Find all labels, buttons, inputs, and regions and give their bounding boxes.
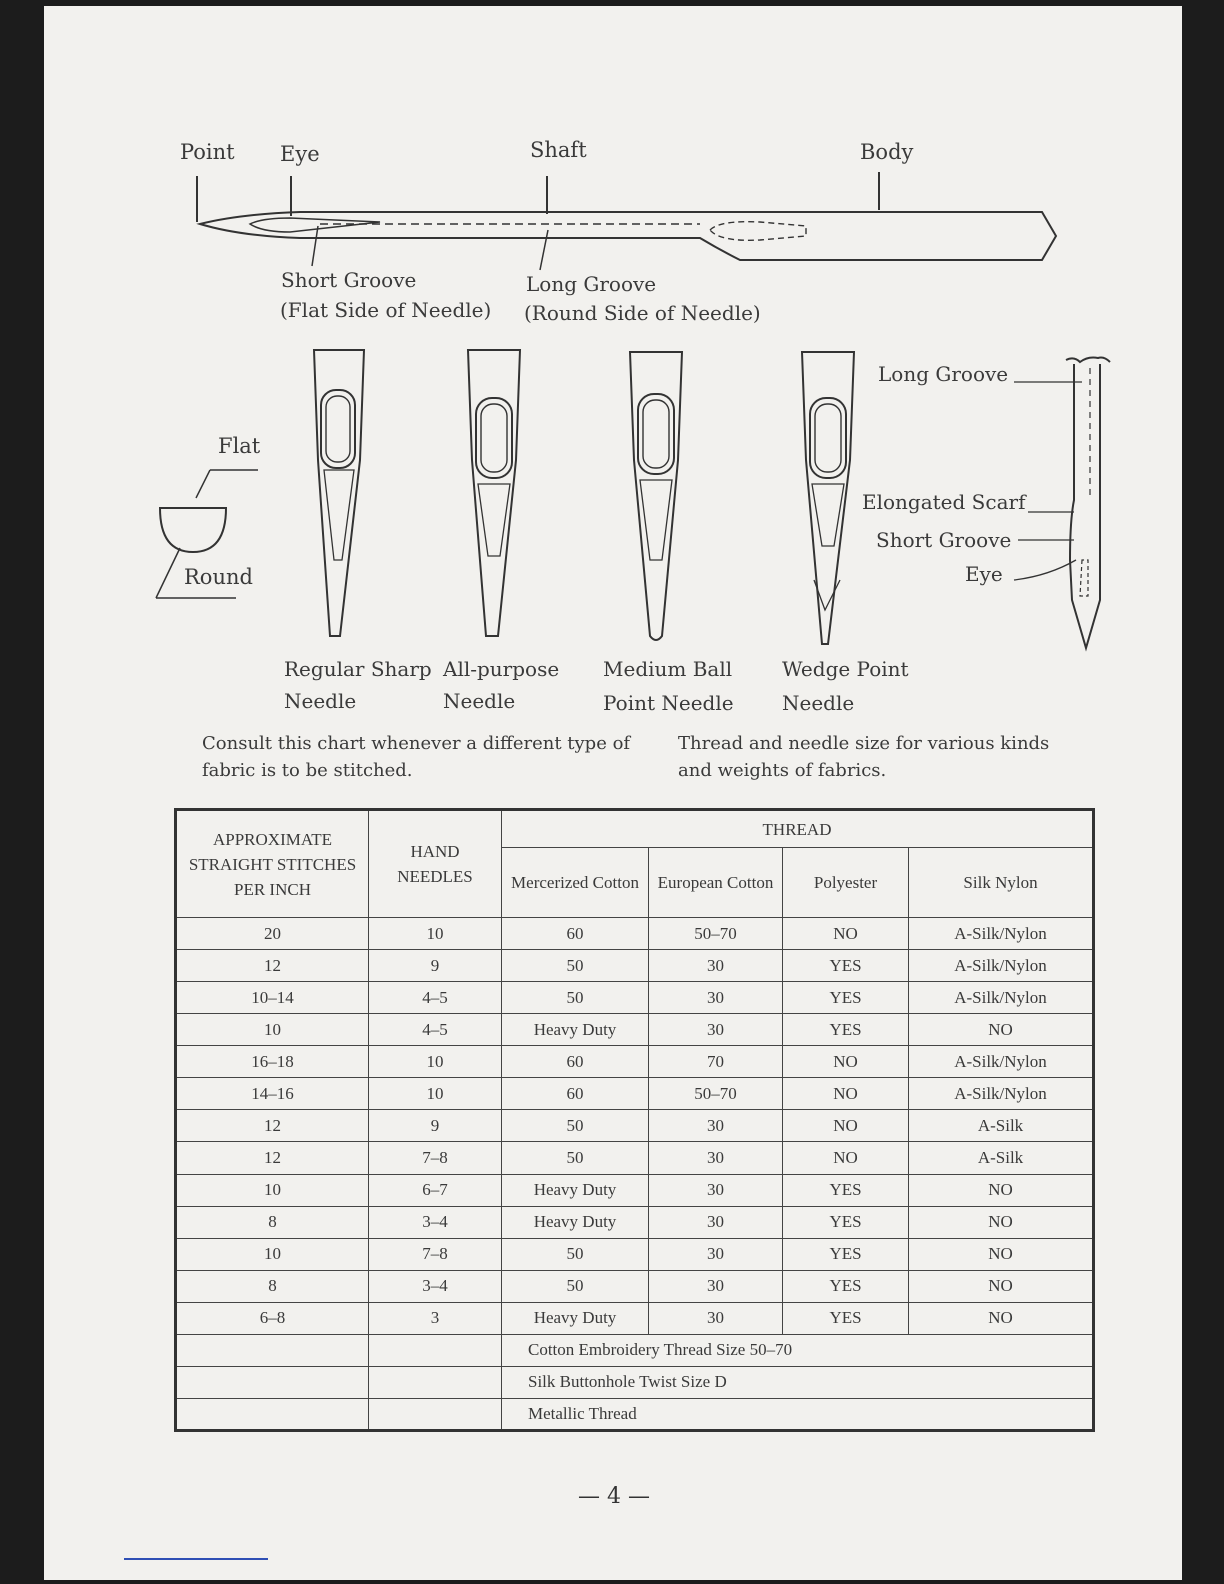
silk-nylon-cell: NO	[909, 1238, 1094, 1270]
silk-nylon-cell: NO	[909, 1302, 1094, 1334]
stitches-cell: 6–8	[176, 1302, 369, 1334]
special-thread-label: Cotton Embroidery Thread Size 50–70	[502, 1334, 1094, 1366]
european-cell: 30	[649, 950, 783, 982]
stitches-cell: 10	[176, 1014, 369, 1046]
caption-wedge-point-2: Needle	[782, 691, 855, 715]
polyester-cell: NO	[783, 1110, 909, 1142]
table-row	[176, 1014, 1094, 1046]
needles-cell: 7–8	[369, 1142, 502, 1174]
table-row	[176, 1206, 1094, 1238]
silk-nylon-cell: NO	[909, 1014, 1094, 1046]
table-row	[176, 950, 1094, 982]
european-cell: 50–70	[649, 918, 783, 950]
needle-wedge-point	[802, 352, 854, 644]
caption-wedge-point-1: Wedge Point	[782, 657, 909, 681]
caption-regular-sharp-2: Needle	[284, 689, 357, 713]
mercerized-cell: Heavy Duty	[502, 1206, 649, 1238]
label-eye: Eye	[280, 142, 320, 166]
needle-side-view	[1014, 358, 1110, 649]
caption-medium-ball-2: Point Needle	[603, 691, 734, 715]
silk-nylon-cell: NO	[909, 1270, 1094, 1302]
label-point: Point	[180, 140, 235, 164]
mercerized-cell: Heavy Duty	[502, 1174, 649, 1206]
stitches-cell: 20	[176, 918, 369, 950]
stitches-cell: 12	[176, 1142, 369, 1174]
silk-nylon-cell: A-Silk/Nylon	[909, 1078, 1094, 1110]
polyester-cell: NO	[783, 918, 909, 950]
silk-nylon-cell: NO	[909, 1174, 1094, 1206]
footer-rule	[124, 1558, 268, 1560]
needles-cell: 3–4	[369, 1206, 502, 1238]
needles-cell: 9	[369, 1110, 502, 1142]
polyester-cell: YES	[783, 950, 909, 982]
silk-nylon-cell: A-Silk/Nylon	[909, 982, 1094, 1014]
mercerized-cell: 50	[502, 1142, 649, 1174]
table-row	[176, 1270, 1094, 1302]
needle-all-purpose	[468, 350, 520, 636]
needle-medium-ball	[630, 352, 682, 640]
special-thread-label: Silk Buttonhole Twist Size D	[502, 1366, 1094, 1398]
table-row	[176, 1142, 1094, 1174]
table-row	[176, 1078, 1094, 1110]
polyester-cell: YES	[783, 1238, 909, 1270]
stitches-cell: 10	[176, 1238, 369, 1270]
mercerized-cell: 50	[502, 1110, 649, 1142]
caption-all-purpose-2: Needle	[443, 689, 516, 713]
european-cell: 30	[649, 1014, 783, 1046]
header-mercerized: Mercerized Cotton	[502, 848, 649, 918]
empty-cell	[369, 1334, 502, 1366]
polyester-cell: YES	[783, 1302, 909, 1334]
label-shaft: Shaft	[530, 138, 587, 162]
silk-nylon-cell: A-Silk/Nylon	[909, 918, 1094, 950]
european-cell: 50–70	[649, 1078, 783, 1110]
european-cell: 30	[649, 1270, 783, 1302]
mercerized-cell: 50	[502, 982, 649, 1014]
empty-cell	[369, 1366, 502, 1398]
label-side-eye: Eye	[965, 562, 1003, 586]
mercerized-cell: 50	[502, 1270, 649, 1302]
polyester-cell: YES	[783, 1014, 909, 1046]
needles-cell: 4–5	[369, 1014, 502, 1046]
special-thread-row	[176, 1366, 1094, 1398]
header-silk-nylon: Silk Nylon	[909, 848, 1094, 918]
header-needles: HAND NEEDLES	[369, 810, 502, 918]
stitches-cell: 8	[176, 1206, 369, 1238]
table-row	[176, 1174, 1094, 1206]
mercerized-cell: 60	[502, 1078, 649, 1110]
special-thread-row	[176, 1398, 1094, 1430]
caption-regular-sharp-1: Regular Sharp	[284, 657, 432, 681]
table-row	[176, 918, 1094, 950]
mercerized-cell: 60	[502, 918, 649, 950]
header-european: European Cotton	[649, 848, 783, 918]
empty-cell	[176, 1398, 369, 1430]
empty-cell	[369, 1398, 502, 1430]
stitches-cell: 10–14	[176, 982, 369, 1014]
label-round: Round	[184, 565, 253, 589]
polyester-cell: YES	[783, 1206, 909, 1238]
intro-right: Thread and needle size for various kinds and weights of fabrics.	[678, 733, 1050, 781]
header-thread: THREAD	[502, 810, 1094, 848]
silk-nylon-cell: A-Silk	[909, 1110, 1094, 1142]
stitches-cell: 12	[176, 1110, 369, 1142]
polyester-cell: NO	[783, 1078, 909, 1110]
european-cell: 30	[649, 1238, 783, 1270]
european-cell: 30	[649, 1110, 783, 1142]
polyester-cell: NO	[783, 1142, 909, 1174]
stitches-cell: 8	[176, 1270, 369, 1302]
empty-cell	[176, 1366, 369, 1398]
stitches-cell: 14–16	[176, 1078, 369, 1110]
caption-all-purpose-1: All-purpose	[443, 657, 560, 681]
label-side-short-groove: Short Groove	[876, 528, 1012, 552]
label-elongated-scarf: Elongated Scarf	[862, 490, 1026, 514]
label-long-groove: Long Groove	[526, 272, 657, 296]
label-flat: Flat	[218, 434, 261, 458]
page-number: — 4 —	[578, 1484, 650, 1509]
polyester-cell: YES	[783, 982, 909, 1014]
table-row	[176, 1302, 1094, 1334]
polyester-cell: YES	[783, 1270, 909, 1302]
european-cell: 30	[649, 982, 783, 1014]
needle-illustration	[197, 172, 1056, 270]
needles-cell: 7–8	[369, 1238, 502, 1270]
european-cell: 30	[649, 1142, 783, 1174]
header-polyester: Polyester	[783, 848, 909, 918]
mercerized-cell: 50	[502, 950, 649, 982]
european-cell: 70	[649, 1046, 783, 1078]
needles-cell: 9	[369, 950, 502, 982]
polyester-cell: NO	[783, 1046, 909, 1078]
special-thread-label: Metallic Thread	[502, 1398, 1094, 1430]
table-row	[176, 982, 1094, 1014]
label-short-groove-note: (Flat Side of Needle)	[280, 298, 492, 322]
needle-regular-sharp	[314, 350, 364, 636]
stitches-cell: 12	[176, 950, 369, 982]
european-cell: 30	[649, 1174, 783, 1206]
mercerized-cell: Heavy Duty	[502, 1014, 649, 1046]
table-row	[176, 1238, 1094, 1270]
empty-cell	[176, 1334, 369, 1366]
caption-medium-ball-1: Medium Ball	[603, 657, 733, 681]
table-row	[176, 1110, 1094, 1142]
label-long-groove-note: (Round Side of Needle)	[524, 301, 761, 325]
needles-cell: 10	[369, 1046, 502, 1078]
stitches-cell: 16–18	[176, 1046, 369, 1078]
silk-nylon-cell: A-Silk/Nylon	[909, 950, 1094, 982]
silk-nylon-cell: A-Silk	[909, 1142, 1094, 1174]
label-body: Body	[860, 140, 914, 164]
silk-nylon-cell: NO	[909, 1206, 1094, 1238]
mercerized-cell: 50	[502, 1238, 649, 1270]
label-short-groove: Short Groove	[281, 268, 417, 292]
label-side-long-groove: Long Groove	[878, 362, 1009, 386]
needles-cell: 10	[369, 1078, 502, 1110]
stitches-cell: 10	[176, 1174, 369, 1206]
needles-cell: 4–5	[369, 982, 502, 1014]
european-cell: 30	[649, 1302, 783, 1334]
needles-cell: 10	[369, 918, 502, 950]
needles-cell: 3	[369, 1302, 502, 1334]
polyester-cell: YES	[783, 1174, 909, 1206]
needles-cell: 6–7	[369, 1174, 502, 1206]
intro-left: Consult this chart whenever a different type of fabric is to be stitched.	[202, 733, 631, 781]
header-stitches: APPROXIMATE STRAIGHT STITCHES PER INCH	[176, 810, 369, 918]
table-row	[176, 1046, 1094, 1078]
mercerized-cell: Heavy Duty	[502, 1302, 649, 1334]
thread-needle-table	[174, 808, 1095, 1432]
european-cell: 30	[649, 1206, 783, 1238]
needles-cell: 3–4	[369, 1270, 502, 1302]
special-thread-row	[176, 1334, 1094, 1366]
silk-nylon-cell: A-Silk/Nylon	[909, 1046, 1094, 1078]
mercerized-cell: 60	[502, 1046, 649, 1078]
